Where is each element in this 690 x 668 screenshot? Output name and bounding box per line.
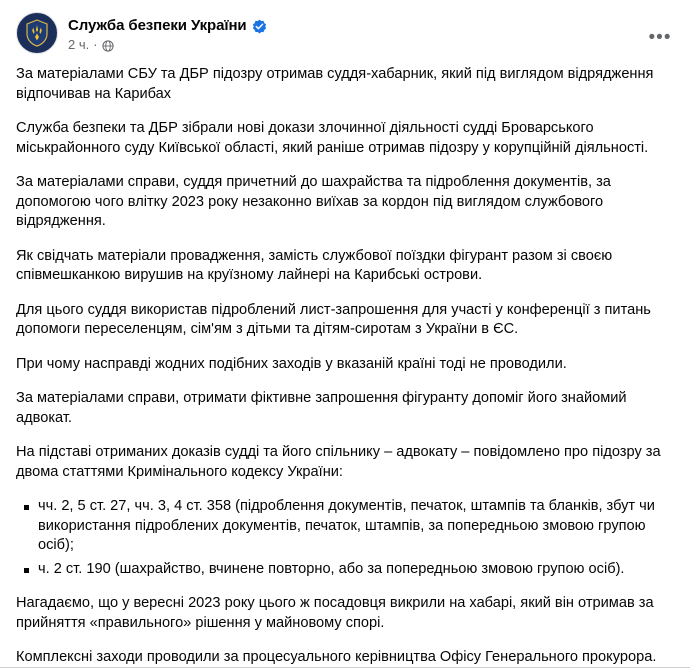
list-item-text: чч. 2, 5 ст. 27, чч. 3, 4 ст. 358 (підроблення документів, печаток, штампів та бланків, збут чи використання підроблених документів, печаток, штампів, за попередньою змовою групою осіб); — [38, 498, 655, 553]
post-paragraph: Комплексні заходи проводили за процесуального керівництва Офісу Генерального прокурора. — [16, 649, 657, 665]
bullet-square-icon — [24, 568, 29, 573]
post-paragraph: За матеріалами справи, отримати фіктивне запрошення фігуранту допоміг його знайомий адвокат. — [16, 390, 627, 426]
list-item — [16, 497, 674, 556]
post-body — [16, 63, 674, 668]
post-divider — [0, 667, 690, 668]
author-row — [68, 17, 267, 35]
author-name[interactable]: Служба безпеки України — [68, 16, 247, 34]
list-item-text: ч. 2 ст. 190 (шахрайство, вчинене повторно, або за попередньою змовою групою осіб). — [38, 560, 625, 577]
post-header — [16, 12, 674, 63]
post-paragraph: Як свідчать матеріали провадження, замість службової поїздки фігурант разом зі своєю співмешканкою вирушив на круїзному лайнері на Карибські острови. — [16, 247, 613, 283]
post-paragraph: Нагадаємо, що у вересні 2023 року цього ж посадовця викрили на хабарі, який він отримав за прийняття «правильного» рішення у майновому спорі. — [16, 595, 654, 631]
post-paragraph: Для цього суддя використав підроблений лист-запрошення для участі у конференції з питань допомоги переселенцям, сім'ям з дітьми та дітям-сиротам з України в ЄС. — [16, 301, 651, 337]
globe-icon[interactable] — [102, 40, 114, 52]
sbu-emblem-icon — [25, 19, 49, 47]
bullet-square-icon — [24, 505, 29, 510]
verified-badge-icon — [252, 19, 267, 34]
avatar[interactable] — [16, 12, 58, 54]
charges-list — [16, 497, 674, 579]
post-paragraph: За матеріалами справи, суддя причетний до шахрайства та підроблення документів, за допомогою чого влітку 2023 року незаконно виїхав за кордон під виглядом службового відрядження. — [16, 174, 611, 229]
post-paragraph: При чому насправді жодних подібних заходів у вказаній країні тоді не проводили. — [16, 355, 567, 372]
list-item — [16, 560, 674, 580]
post-meta — [68, 38, 267, 52]
post-paragraph: За матеріалами СБУ та ДБР підозру отримав суддя-хабарник, який під виглядом відрядження відпочивав на Карибах — [16, 66, 654, 102]
post-paragraph: Служба безпеки та ДБР зібрали нові докази злочинної діяльності судді Броварського міськрайонного суду Київської області, який раніше отримав підозру у корупційній діяльності. — [16, 120, 649, 156]
post-header-text — [68, 12, 267, 55]
meta-separator: · — [93, 36, 98, 52]
post-more-options-button[interactable]: ••• — [648, 27, 672, 48]
post-timestamp[interactable]: 2 ч. — [68, 36, 90, 52]
post-paragraph: На підставі отриманих доказів судді та його спільнику – адвокату – повідомлено про підозру за двома статтями Кримінального кодексу України: — [16, 444, 661, 480]
